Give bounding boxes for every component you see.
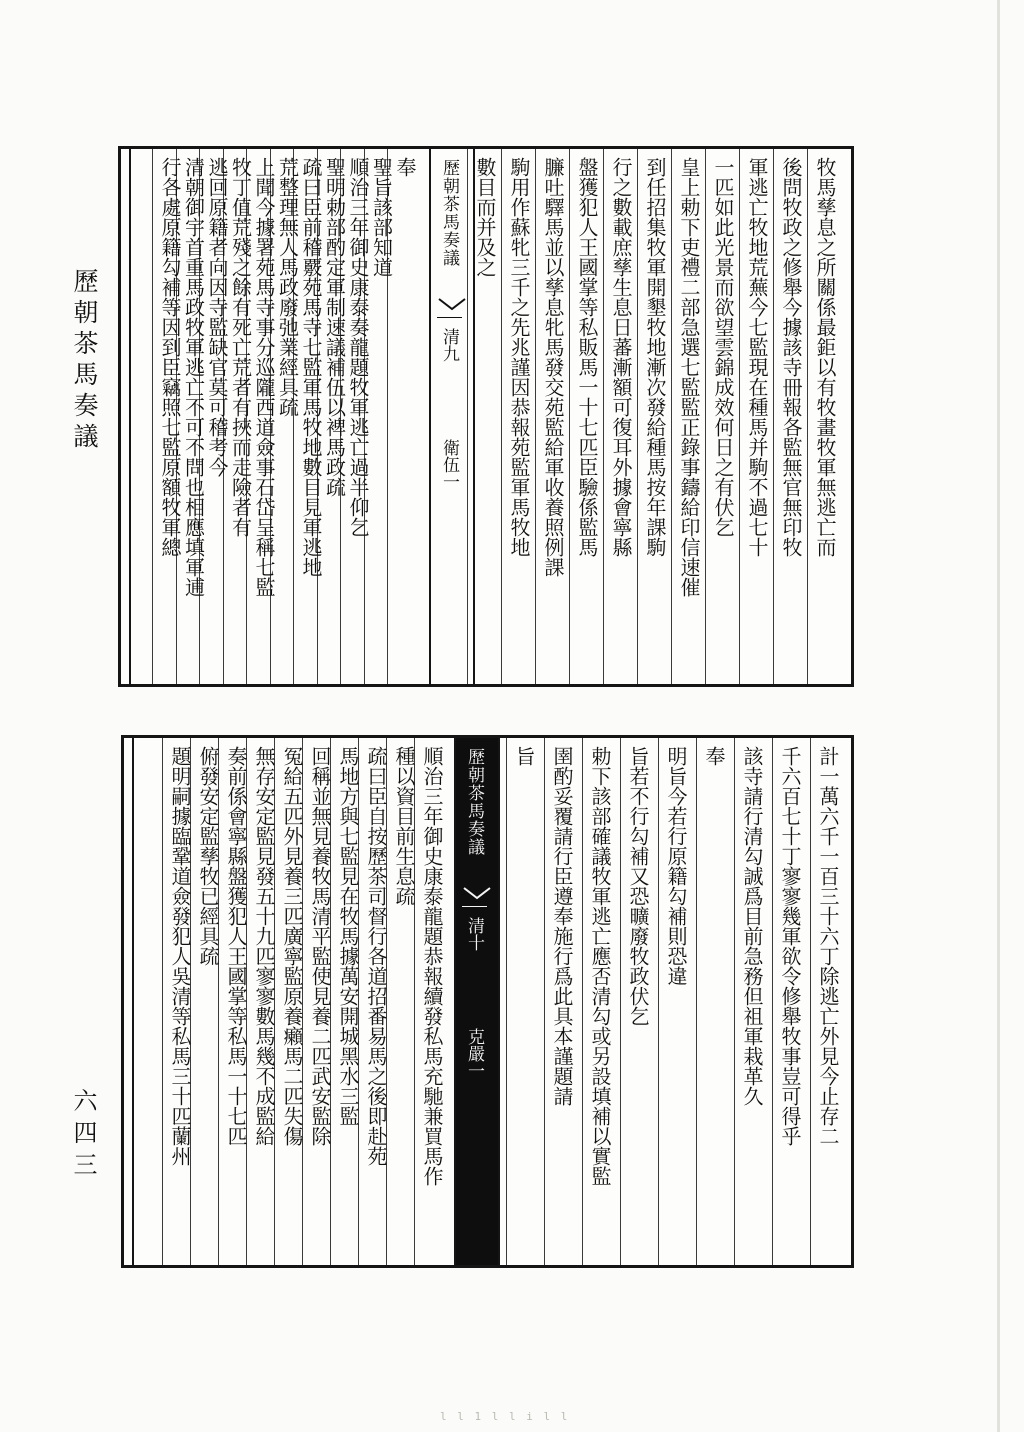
text-column: 俯發安定監孳牧已經具疏 [190, 738, 226, 1265]
book-title: 歷朝茶馬奏議 [70, 268, 99, 454]
fishtail-ornament-icon [462, 886, 492, 900]
text-column: 行各處原籍勾補等因到臣竊照七監原額牧軍總 [152, 149, 188, 684]
fishtail-ornament-icon [437, 297, 467, 311]
upper-centerfold [429, 149, 475, 684]
binding-spine [997, 0, 1000, 1432]
centerfold-title: 歷朝茶馬奏議 [439, 159, 459, 267]
text-column: 種以資目前生息疏 [386, 738, 422, 1265]
text-column: 冤給五匹外見養三匹廣寧監原養癩馬二匹失傷 [274, 738, 310, 1265]
text-column: 聖明勅部酌定軍制速議補伍以裨馬政疏 [317, 149, 353, 684]
text-column: 計一萬六千一百三十六丁除逃亡外見今止存二 [810, 738, 846, 1265]
text-column: 順治三年御史康泰龍題恭報續發私馬充馳兼買馬作 [414, 738, 450, 1265]
text-column: 上聞今據署苑馬寺事分巡隴西道僉事石岱呈稱七監 [246, 149, 282, 684]
lower-centerfold [454, 738, 500, 1265]
text-column: 無存安定監見發五十九匹寥寥數馬幾不成監給 [246, 738, 282, 1265]
text-block-upper [118, 146, 854, 687]
text-column: 奏前係會寧縣盤獲犯人王國掌等私馬一十七匹 [218, 738, 254, 1265]
text-column: 奉 [387, 149, 423, 684]
text-column: 旨 [506, 738, 542, 1265]
text-column: 牧丁值荒殘之餘有死亡荒者有挾而走險者有 [223, 149, 259, 684]
text-column: 奉 [696, 738, 732, 1265]
text-column: 數目而并及之 [467, 149, 503, 684]
text-column: 軍逃亡牧地荒蕪今七監現在種馬并駒不過七十 [739, 149, 775, 684]
text-column: 疏曰臣自按歷茶司督行各道招番易馬之後即赴苑 [358, 738, 394, 1265]
text-column: 駒用作蘇牝三千之先兆謹因恭報苑監軍馬牧地 [501, 149, 537, 684]
text-column: 到任招集牧軍開墾牧地漸次發給種馬按年課駒 [637, 149, 673, 684]
text-column: 該寺請行清勾誠爲目前急務但祖軍栽革久 [734, 738, 770, 1265]
text-column: 牧馬孳息之所關係最鉅以有牧畫牧軍無逃亡而 [807, 149, 843, 684]
text-column: 疏曰臣前稽覈苑馬寺七監軍馬牧地數目見軍逃地 [293, 149, 329, 684]
text-column: 臁吐驛馬並以孳息牝馬發交苑監給軍收養照例課 [535, 149, 571, 684]
text-column: 馬地方與七監見在牧馬據萬安開城黑水三監 [330, 738, 366, 1265]
text-column: 行之數載庶孳生息日蕃漸額可復耳外據會寧縣 [603, 149, 639, 684]
page-number: 六四三 [69, 1088, 97, 1184]
text-column: 千六百七十丁寥寥幾軍欲令修舉牧事豈可得乎 [772, 738, 808, 1265]
text-column: 荒整理無人馬政廢弛業經具疏 [270, 149, 306, 684]
centerfold-chapter: 清十 [462, 906, 487, 951]
inner-frame-rule [132, 738, 134, 1265]
text-column: 盤獲犯人王國掌等私販馬一十七匹臣驗係監馬 [569, 149, 605, 684]
centerfold-title: 歷朝茶馬奏議 [464, 748, 484, 856]
text-column: 題明嗣據臨鞏道僉發犯人吳清等私馬三十匹蘭州 [162, 738, 198, 1265]
text-column: 聖旨該部知道 [364, 149, 400, 684]
scan-footer-mark: l l 1 l l i l l [440, 1410, 570, 1423]
text-column: 皇上勅下吏禮二部急選七監監正錄事鑄給印信速催 [671, 149, 707, 684]
centerfold-chapter: 清九 [437, 317, 462, 362]
centerfold-folio: 克嚴一 [464, 1028, 484, 1079]
text-column: 回稱並無見養牧馬清平監使見養二匹武安監除 [302, 738, 338, 1265]
text-block-lower [121, 735, 854, 1268]
inner-frame-rule [129, 149, 131, 684]
text-column: 一匹如此光景而欲望雲錦成效何日之有伏乞 [705, 149, 741, 684]
centerfold-folio: 衛伍一 [439, 439, 459, 490]
text-column: 勅下該部確議牧軍逃亡應否清勾或另設填補以實監 [582, 738, 618, 1265]
text-column: 清朝御宇首重馬政牧軍逃亡不可不問也相應填軍逋 [176, 149, 212, 684]
text-column: 順治三年御史康泰奏龍題牧軍逃亡過半仰乞 [340, 149, 376, 684]
text-column: 明旨今若行原籍勾補則恐違 [658, 738, 694, 1265]
text-column: 旨若不行勾補又恐曠廢牧政伏乞 [620, 738, 656, 1265]
text-column: 後問牧政之修舉今據該寺冊報各監無官無印牧 [773, 149, 809, 684]
text-column: 圉酌妥覆請行臣遵奉施行爲此具本謹題請 [544, 738, 580, 1265]
text-column: 逃回原籍者向因寺監缺官莫可稽考今 [199, 149, 235, 684]
